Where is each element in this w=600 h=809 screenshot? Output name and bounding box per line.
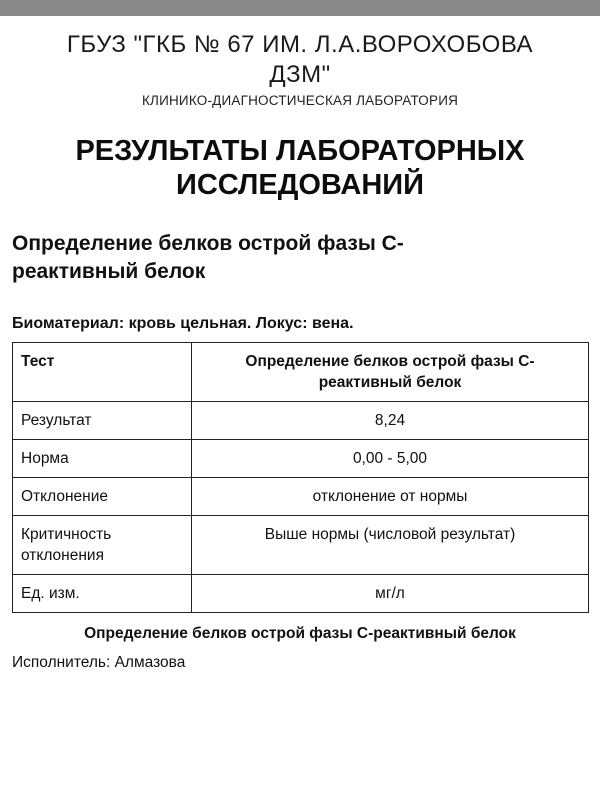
- table-row: [13, 575, 589, 613]
- laboratory-name: КЛИНИКО-ДИАГНОСТИЧЕСКАЯ ЛАБОРАТОРИЯ: [141, 93, 459, 108]
- table-row: [13, 402, 589, 440]
- row-label-criticality: Критичность отклонения: [13, 516, 192, 575]
- table-header-row: [13, 343, 589, 402]
- executor-name: Исполнитель: Алмазова: [12, 654, 186, 671]
- table-row: [13, 440, 589, 478]
- top-status-bar: [0, 0, 600, 16]
- row-value-units: мг/л: [192, 575, 589, 613]
- row-label-norm: Норма: [13, 440, 192, 478]
- row-value-deviation: отклонение от нормы: [192, 478, 589, 516]
- row-label-result: Результат: [13, 402, 192, 440]
- row-value-norm: 0,00 - 5,00: [192, 440, 589, 478]
- table-header-value: Определение белков острой фазы С-реактивный белок: [192, 343, 589, 402]
- row-value-criticality: Выше нормы (числовой результат): [192, 516, 589, 575]
- results-table: [12, 342, 589, 613]
- row-value-result: 8,24: [192, 402, 589, 440]
- footer-test-title: Определение белков острой фазы С-реактивный белок: [84, 625, 516, 642]
- biomaterial-info: Биоматериал: кровь цельная. Локус: вена.: [12, 315, 354, 332]
- document-header: [0, 30, 600, 110]
- test-section-title: Определение белков острой фазы С-реактивный белок: [12, 232, 404, 283]
- table-row: [13, 516, 589, 575]
- report-title: РЕЗУЛЬТАТЫ ЛАБОРАТОРНЫХ ИССЛЕДОВАНИЙ: [75, 135, 525, 201]
- table-row: [13, 478, 589, 516]
- row-label-units: Ед. изм.: [13, 575, 192, 613]
- row-label-deviation: Отклонение: [13, 478, 192, 516]
- table-header-label: Тест: [13, 343, 192, 402]
- organization-name: ГБУЗ "ГКБ № 67 ИМ. Л.А.ВОРОХОБОВА ДЗМ": [66, 31, 534, 88]
